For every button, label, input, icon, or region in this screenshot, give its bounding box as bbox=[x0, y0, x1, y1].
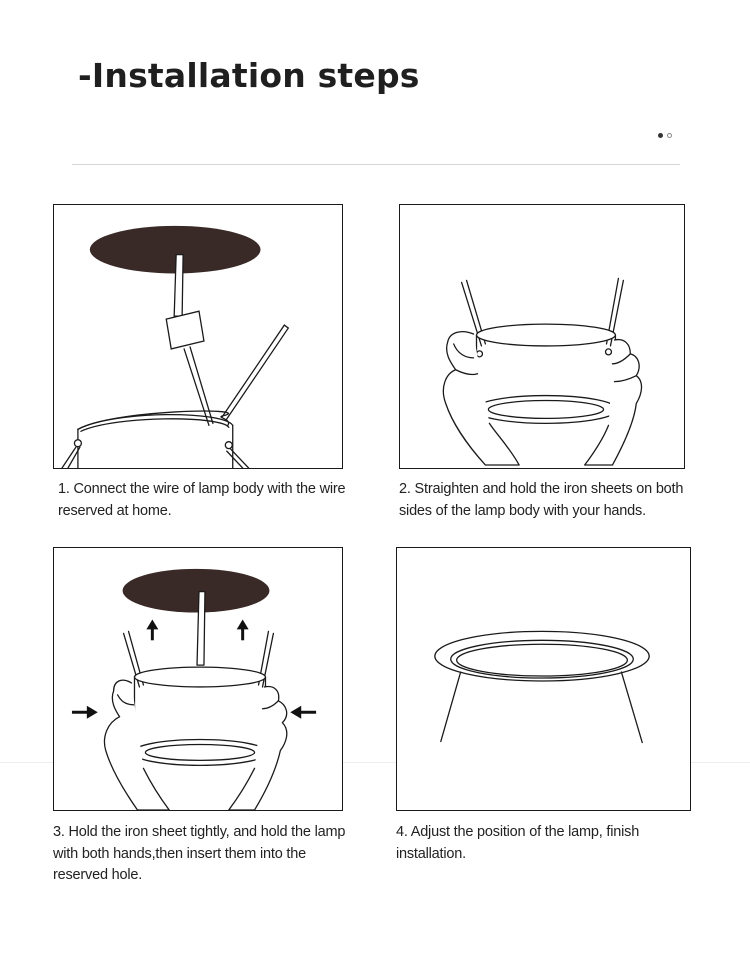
step-2-illustration bbox=[399, 204, 685, 469]
step-1-caption: 1. Connect the wire of lamp body with the wire reserved at home. bbox=[58, 481, 346, 519]
lamp-bottom-rim bbox=[133, 740, 268, 766]
step-4-caption: 4. Adjust the position of the lamp, finish installation. bbox=[396, 824, 640, 862]
connector-box bbox=[166, 311, 204, 349]
step-3-illustration bbox=[53, 547, 343, 811]
pager-dot-1[interactable] bbox=[658, 133, 663, 138]
lamp-top-rim bbox=[134, 667, 265, 687]
up-arrow-icon bbox=[237, 619, 249, 640]
lamp-bottom-rim bbox=[475, 396, 618, 424]
pager-dot-2[interactable] bbox=[667, 133, 672, 138]
lamp-outer-rim bbox=[435, 631, 649, 681]
up-arrow-icon bbox=[146, 619, 158, 640]
step-1-illustration bbox=[53, 204, 343, 469]
iron-sheet-right bbox=[621, 672, 642, 742]
page-title: -Installation steps bbox=[78, 56, 420, 95]
iron-sheet-left bbox=[441, 672, 461, 741]
ceiling-hole-shape bbox=[123, 569, 270, 613]
right-arrow-icon bbox=[72, 706, 98, 719]
left-arrow-icon bbox=[290, 706, 316, 719]
header-divider bbox=[72, 164, 680, 165]
step-4-illustration bbox=[396, 547, 691, 811]
pager-dots bbox=[658, 133, 672, 138]
lamp-top-rim bbox=[476, 324, 615, 346]
step-3-caption: 3. Hold the iron sheet tightly, and hold the lamp with both hands,then insert them into the reserved hole. bbox=[53, 824, 346, 883]
step-2-caption: 2. Straighten and hold the iron sheets on both sides of the lamp body with your hands. bbox=[399, 481, 684, 519]
